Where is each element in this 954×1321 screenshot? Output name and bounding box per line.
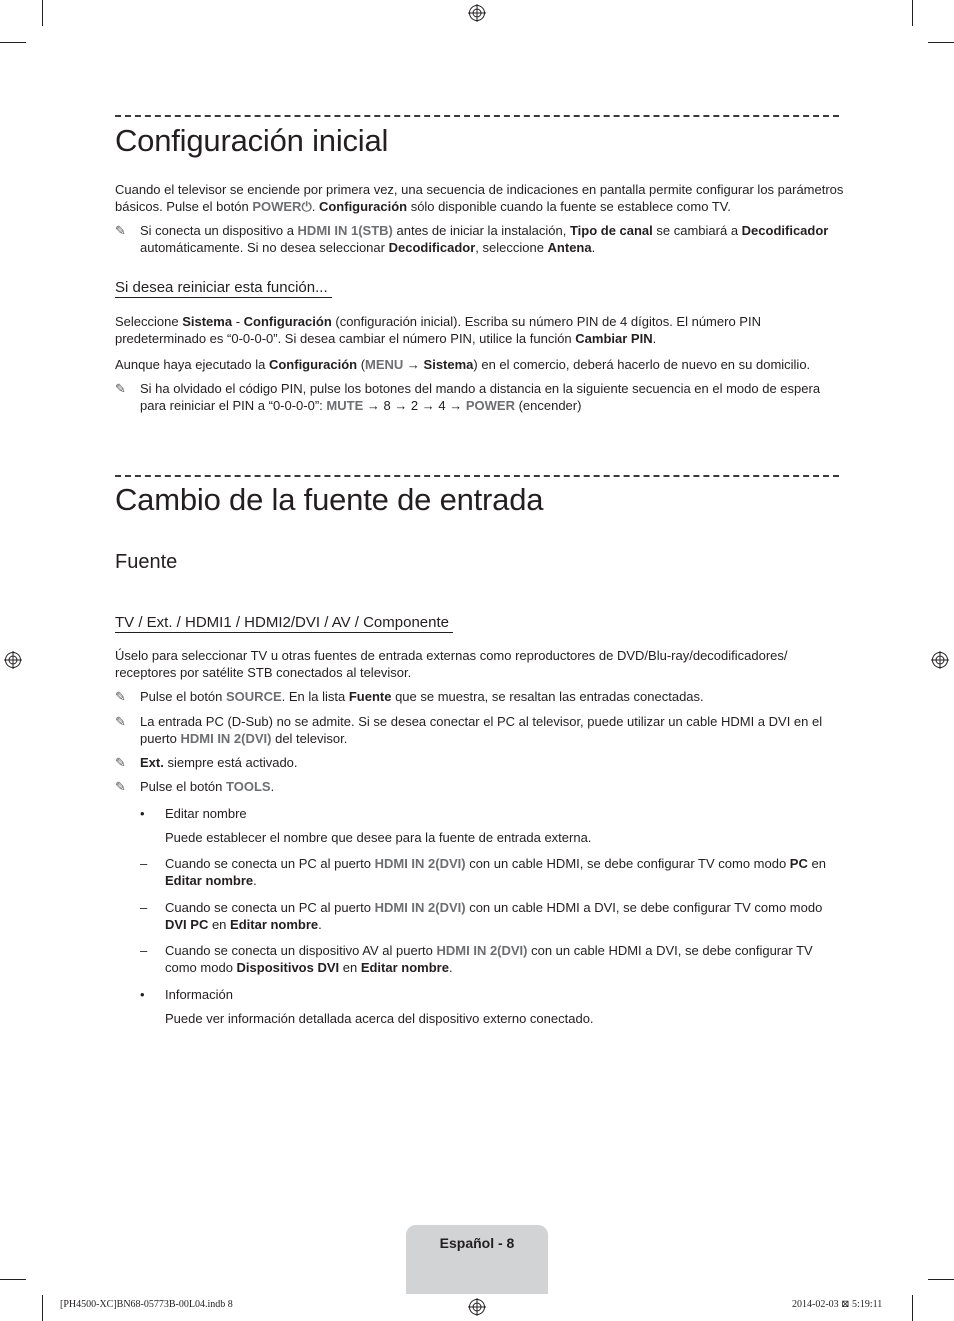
subsection-title: Si desea reiniciar esta función... (115, 279, 332, 298)
note (115, 222, 845, 256)
text: sólo disponible cuando la fuente se establece como TV. (407, 199, 731, 214)
section-title: Cambio de la fuente de entrada (115, 482, 544, 517)
section-title: Configuración inicial (115, 123, 389, 158)
text: Cuando se conecta un dispositivo AV al puerto (165, 943, 437, 958)
note-pencil-icon: ✎ (115, 223, 126, 238)
dash-marker: – (140, 856, 148, 871)
dash-marker: – (140, 900, 148, 915)
setup-term: Configuración (318, 199, 408, 214)
power-icon: ⏻ (301, 199, 312, 214)
page-number-tab (406, 1225, 548, 1294)
menu-term: Editar nombre (360, 960, 449, 975)
section-divider (115, 115, 839, 117)
menu-term: Editar nombre (230, 917, 319, 932)
dash-item (140, 855, 840, 889)
remote-key: SOURCE (226, 689, 282, 704)
bullet-title: Editar nombre (165, 806, 247, 821)
note (115, 713, 845, 747)
bullet-item (140, 805, 840, 822)
port-name: HDMI IN 2(DVI) (436, 943, 528, 958)
menu-term: Ext. (140, 755, 164, 770)
text: con un cable HDMI a DVI, se debe configurar TV como modo (465, 900, 823, 915)
text: antes de iniciar la instalación, (392, 223, 570, 238)
text: . (270, 779, 275, 794)
text: Aunque haya ejecutado la (115, 357, 269, 372)
text: que se muestra, se resaltan las entradas conectadas. (391, 689, 704, 704)
text: . (253, 873, 257, 888)
menu-term: Cambiar PIN (575, 331, 653, 346)
note (115, 754, 845, 771)
text: automáticamente. Si no desea seleccionar (140, 240, 389, 255)
text: . (591, 240, 596, 255)
menu-term: Decodificador (388, 240, 476, 255)
note-pencil-icon: ✎ (115, 779, 126, 794)
section-intro (115, 181, 845, 215)
bullet-description: Puede ver información detallada acerca del dispositivo externo conectado. (165, 1011, 594, 1026)
text: en (807, 856, 826, 871)
text: Pulse el botón (140, 689, 227, 704)
crop-mark (912, 1295, 913, 1321)
menu-term: Sistema (182, 314, 233, 329)
remote-key: POWER (465, 398, 515, 413)
text: - (232, 314, 244, 329)
remote-key: MUTE (326, 398, 364, 413)
text: . (448, 960, 453, 975)
paragraph (115, 356, 845, 373)
text: con un cable HDMI a DVI, se debe configurar TV como modo (165, 943, 813, 975)
text: Si conecta un dispositivo a (140, 223, 298, 238)
text: → (403, 357, 424, 372)
port-name: HDMI IN 2(DVI) (374, 900, 466, 915)
port-name: HDMI IN 2(DVI) (374, 856, 466, 871)
menu-term: Antena (547, 240, 592, 255)
text: La entrada PC (D-Sub) no se admite. Si se desea conectar el PC al televisor, puede utilizar un cable HDMI a DVI en el puerto (140, 714, 823, 746)
menu-term: Decodificador (741, 223, 829, 238)
bullet-description: Puede establecer el nombre que desee para la fuente de entrada externa. (165, 830, 592, 845)
remote-key: MENU (365, 357, 404, 372)
text: (configuración inicial). Escriba su número PIN de 4 dígitos. El número PIN predeterminado es “0-0-0-0”. Si desea cambiar el número PIN, utilice la función (115, 314, 761, 346)
text: en (208, 917, 231, 932)
note (115, 688, 845, 705)
text: Pulse el botón (140, 779, 227, 794)
text: Si ha olvidado el código PIN, pulse los botones del mando a distancia en la siguiente secuencia en el modo de espera para reiniciar el PIN a “0-0-0-0”: (140, 381, 821, 413)
crop-mark (912, 0, 913, 26)
note-pencil-icon: ✎ (115, 381, 126, 396)
crop-mark (42, 0, 43, 26)
crop-mark (0, 1279, 26, 1280)
bullet-marker: • (140, 806, 145, 821)
registration-mark-icon (468, 4, 486, 22)
text: . (311, 199, 319, 214)
print-slug-file: [PH4500-XC]BN68-05773B-00L04.indb 8 (60, 1299, 233, 1310)
bullet-title: Información (165, 987, 233, 1002)
paragraph (115, 313, 845, 347)
text: con un cable HDMI, se debe configurar TV como modo (465, 856, 790, 871)
power-key: POWER (252, 199, 302, 214)
note (115, 380, 845, 414)
menu-term: Editar nombre (165, 873, 254, 888)
print-slug-date: 2014-02-03 ⊠ 5:19:11 (792, 1299, 883, 1310)
registration-mark-icon (931, 651, 949, 669)
note-pencil-icon: ✎ (115, 714, 126, 729)
port-name: HDMI IN 1(STB) (297, 223, 393, 238)
text: Cuando se conecta un PC al puerto (165, 900, 375, 915)
crop-mark (928, 1279, 954, 1280)
remote-key: TOOLS (226, 779, 271, 794)
subsection-title: Fuente (115, 551, 178, 573)
bullet-item (140, 986, 840, 1003)
dash-item (140, 942, 840, 976)
text: ) en el comercio, deberá hacerlo de nuevo en su domicilio. (473, 357, 811, 372)
registration-mark-icon (4, 651, 22, 669)
text: se cambiará a (652, 223, 742, 238)
text: ( (357, 357, 366, 372)
dash-item (140, 899, 840, 933)
text: . (652, 331, 657, 346)
paragraph: Úselo para seleccionar TV u otras fuentes de entrada externas como reproductores de DVD/Blu-ray/decodificadores/ receptores por satélite STB conectados al televisor. (115, 648, 788, 680)
note (115, 778, 845, 795)
menu-term: Sistema (423, 357, 474, 372)
registration-mark-icon (468, 1298, 486, 1316)
text: del televisor. (271, 731, 348, 746)
text: siempre está activado. (163, 755, 298, 770)
crop-mark (0, 42, 26, 43)
crop-mark (42, 1295, 43, 1321)
note-pencil-icon: ✎ (115, 689, 126, 704)
text: → 8 → 2 → 4 → (363, 398, 466, 413)
dash-marker: – (140, 943, 148, 958)
menu-term: Configuración (268, 357, 358, 372)
section-divider (115, 475, 839, 477)
menu-term: Fuente (348, 689, 392, 704)
port-name: HDMI IN 2(DVI) (180, 731, 272, 746)
subsubsection-title: TV / Ext. / HDMI1 / HDMI2/DVI / AV / Componente (115, 614, 453, 633)
text: (encender) (514, 398, 582, 413)
text: , seleccione (475, 240, 548, 255)
page-number: Español - 8 (439, 1235, 515, 1251)
menu-term: Dispositivos DVI (236, 960, 340, 975)
menu-term: Configuración (243, 314, 332, 329)
crop-mark (928, 42, 954, 43)
text: . (318, 917, 322, 932)
bullet-marker: • (140, 987, 145, 1002)
text: en (339, 960, 361, 975)
text: Cuando se conecta un PC al puerto (165, 856, 375, 871)
menu-term: Tipo de canal (569, 223, 653, 238)
menu-term: DVI PC (165, 917, 209, 932)
text: . En la lista (281, 689, 349, 704)
note-pencil-icon: ✎ (115, 755, 126, 770)
menu-term: PC (789, 856, 808, 871)
text: Seleccione (115, 314, 183, 329)
text: Cuando el televisor se enciende por primera vez, una secuencia de indicaciones en pantalla permite configurar los parámetros básicos. Pulse el botón (115, 182, 844, 214)
